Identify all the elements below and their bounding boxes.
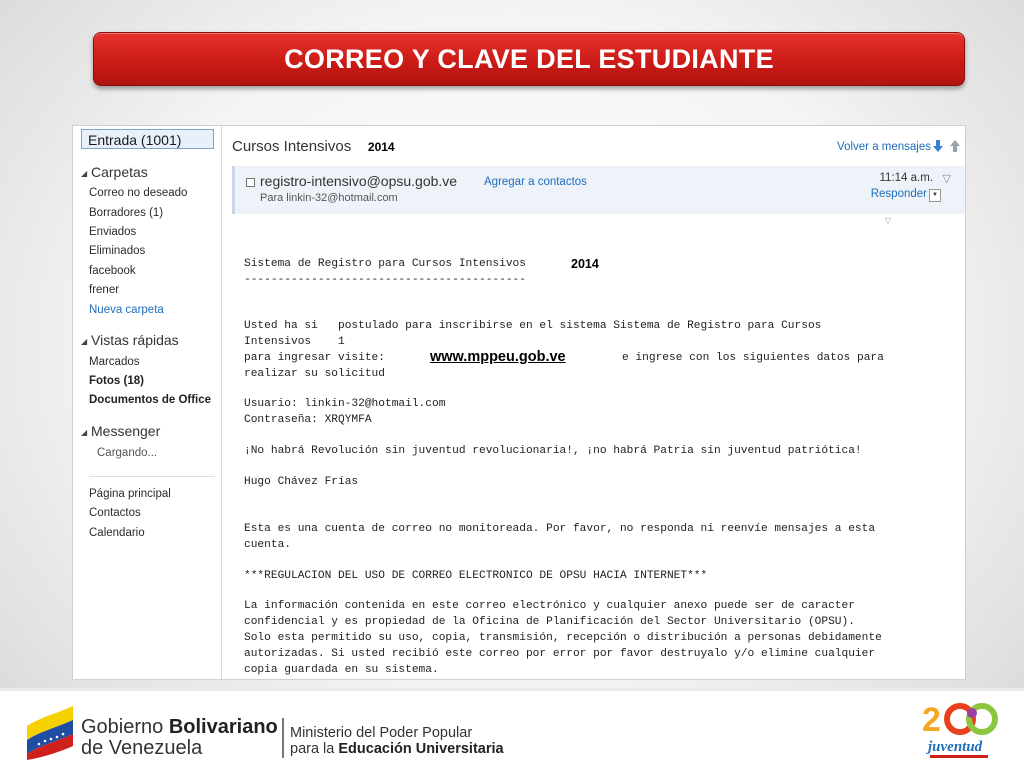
body-line: Intensivos 1	[244, 336, 345, 348]
subject-year: 2014	[367, 140, 395, 154]
messenger-status: Cargando...	[97, 447, 158, 459]
sidebar-item-facebook[interactable]: facebook	[89, 265, 136, 277]
signature: Hugo Chávez Frías	[244, 476, 359, 488]
sender-email[interactable]: registro-intensivo@opsu.gob.ve	[260, 173, 458, 189]
sidebar-item-deleted[interactable]: Eliminados	[89, 245, 146, 257]
body-line: Sistema de Registro para Cursos Intensivos	[244, 258, 526, 270]
svg-text:juventud: juventud	[928, 739, 983, 755]
sidebar-item-photos[interactable]: Fotos (18)	[89, 375, 144, 387]
collapse-triangle-icon: ◢	[81, 336, 88, 346]
sender-header	[232, 166, 965, 214]
body-line: Contraseña: XRQYMFA	[244, 414, 372, 426]
quick-views-header[interactable]: ◢ Vistas rápidas	[81, 332, 179, 348]
reply-dropdown-icon[interactable]: ▼	[929, 189, 941, 202]
add-to-contacts-link[interactable]: Agregar a contactos	[484, 176, 587, 188]
venezuela-flag-icon	[25, 704, 75, 760]
mail-sidebar	[73, 126, 222, 679]
sidebar-item-sent[interactable]: Enviados	[89, 226, 137, 238]
slide-title: CORREO Y CLAVE DEL ESTUDIANTE	[93, 32, 965, 86]
body-line: para ingresar visite:	[244, 352, 385, 364]
flag-icon[interactable]: ▽	[942, 173, 951, 185]
svg-text:2: 2	[922, 701, 941, 739]
collapse-triangle-icon: ◢	[81, 427, 88, 437]
ministry-line2: para la Educación Universitaria	[290, 741, 504, 757]
next-message-icon[interactable]	[932, 140, 944, 152]
website-link[interactable]: www.mppeu.gob.ve	[430, 349, 566, 365]
ministry-line1: Ministerio del Poder Popular	[290, 725, 473, 741]
message-subject: Cursos Intensivos 2014	[232, 138, 395, 155]
body-line: Esta es una cuenta de correo no monitoreada. Por favor, no responda ni reenvíe mensajes a esta	[244, 523, 876, 535]
sidebar-item-junk[interactable]: Correo no deseado	[89, 187, 188, 199]
message-body	[244, 256, 944, 676]
body-line: Usuario: linkin-32@hotmail.com	[244, 398, 446, 410]
sidebar-divider	[89, 476, 215, 477]
sidebar-item-drafts[interactable]: Borradores (1)	[89, 207, 164, 219]
reply-button[interactable]: Responder	[870, 188, 927, 200]
email-screenshot	[72, 125, 966, 680]
body-line: ***REGULACION DEL USO DE CORREO ELECTRONICO DE OPSU HACIA INTERNET***	[244, 570, 708, 582]
government-name-line2: de Venezuela	[81, 737, 203, 759]
previous-message-icon[interactable]	[949, 140, 961, 152]
message-time: 11:14 a.m.	[879, 172, 933, 184]
body-line: ------------------------------------------	[244, 274, 526, 286]
sidebar-item-contacts[interactable]: Contactos	[89, 507, 141, 519]
body-line: Usted ha si postulado para inscribirse en el sistema Sistema de Registro para Cursos	[244, 320, 822, 332]
government-name-line1: Gobierno Bolivariano	[81, 716, 278, 738]
sidebar-item-frener[interactable]: frener	[89, 284, 120, 296]
sidebar-item-home[interactable]: Página principal	[89, 488, 171, 500]
sidebar-item-calendar[interactable]: Calendario	[89, 527, 145, 539]
select-checkbox[interactable]	[246, 178, 255, 187]
sidebar-item-flagged[interactable]: Marcados	[89, 356, 140, 368]
body-line: e ingrese con los siguientes datos para	[622, 352, 884, 364]
expand-icon[interactable]: ▽	[884, 216, 891, 225]
messenger-header[interactable]: ◢ Messenger	[81, 423, 161, 439]
message-pane	[222, 126, 965, 679]
juventud-bicentenaria-logo	[920, 697, 998, 765]
back-to-messages-link[interactable]: Volver a mensajes	[837, 141, 931, 153]
body-line: copia guardada en su sistema.	[244, 664, 439, 676]
body-line: Solo esta permitido su uso, copia, transmisión, recepción o distribución a personas debidamente	[244, 632, 882, 644]
body-line: cuenta.	[244, 539, 291, 551]
new-folder-link[interactable]: Nueva carpeta	[89, 304, 164, 316]
body-line: confidencial y es propiedad de la Oficina de Planificación del Sector Universitario (OPSU).	[244, 616, 855, 628]
body-line: ¡No habrá Revolución sin juventud revolucionaria!, ¡no habrá Patria sin juventud patriótica!	[244, 445, 862, 457]
sidebar-item-inbox[interactable]: Entrada (1001)	[81, 129, 214, 149]
recipient-line: Para linkin-32@hotmail.com	[260, 192, 398, 204]
folders-header[interactable]: ◢ Carpetas	[81, 164, 148, 180]
body-line: La información contenida en este correo electrónico y cualquier anexo puede ser de caracter	[244, 600, 855, 612]
footer-separator	[282, 718, 284, 758]
body-year: 2014	[571, 257, 599, 271]
body-line: autorizadas. Si usted recibió este correo por error por favor destruyalo y/o elimine cualquier	[244, 648, 876, 660]
collapse-triangle-icon: ◢	[81, 168, 88, 178]
footer-divider	[0, 688, 1024, 691]
body-line: realizar su solicitud	[244, 368, 385, 380]
sidebar-item-office-docs[interactable]: Documentos de Office	[89, 394, 212, 406]
